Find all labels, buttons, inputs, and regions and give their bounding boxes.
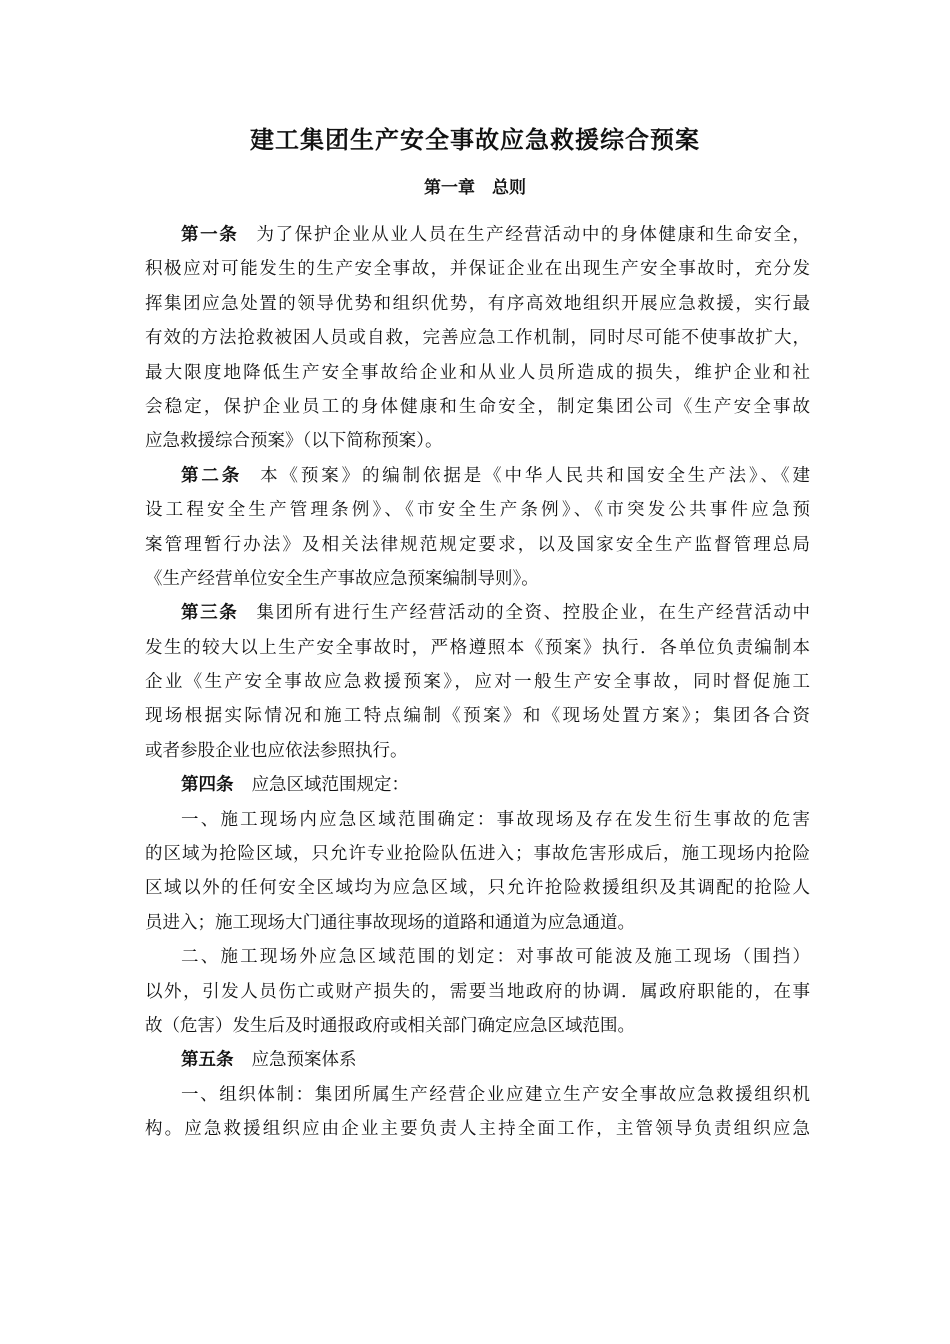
paragraph-line: 有效的方法抢救被困人员或自救，完善应急工作机制，同时尽可能不使事故扩大， (145, 328, 810, 349)
paragraph-line: 积极应对可能发生的生产安全事故，并保证企业在出现生产安全事故时，充分发 (145, 259, 810, 280)
paragraph-line: 案管理暂行办法》及相关法律规范规定要求，以及国家安全生产监督管理总局 (145, 534, 810, 555)
paragraph-line: 挥集团应急处置的领导优势和组织优势，有序高效地组织开展应急救援，实行最 (145, 293, 810, 314)
paragraph-line: 应急救援综合预案》（以下简称预案）。 (145, 431, 443, 452)
document-title: 建工集团生产安全事故应急救援综合预案 (250, 126, 700, 154)
line-text: 为了保护企业从业人员在生产经营活动中的身体健康和生命安全， (256, 225, 810, 245)
paragraph-line: 会稳定，保护企业员工的身体健康和生命安全，制定集团公司《生产安全事故 (145, 396, 810, 417)
paragraph-line: 员进入；施工现场大门通往事故现场的道路和通道为应急通道。 (145, 912, 635, 933)
paragraph-line: 发生的较大以上生产安全事故时，严格遵照本《预案》执行．各单位负责编制本 (145, 637, 810, 658)
paragraph-line: 一、施工现场内应急区域范围确定：事故现场及存在发生衍生事故的危害 (181, 809, 810, 830)
article-label: 第二条 (181, 465, 243, 486)
paragraph-line (145, 768, 810, 802)
paragraph-line: 区域以外的任何安全区域均为应急区域，只允许抢险救援组织及其调配的抢险人 (145, 878, 810, 899)
paragraph-line (145, 1043, 810, 1077)
paragraph-line: 二、施工现场外应急区域范围的划定：对事故可能波及施工现场（围挡） (181, 947, 810, 968)
paragraph-line: 现场根据实际情况和施工特点编制《预案》和《现场处置方案》；集团各合资 (145, 706, 810, 727)
chapter-heading: 第一章 总则 (424, 178, 526, 198)
line-text: 应急预案体系 (251, 1050, 357, 1071)
document-body (145, 218, 810, 1147)
article-label: 第四条 (181, 775, 234, 796)
line-text: 集团所有进行生产经营活动的全资、控股企业，在生产经营活动中 (256, 603, 810, 624)
paragraph-line: 设工程安全生产管理条例》、《市安全生产条例》、《市突发公共事件应急预 (145, 500, 810, 521)
article-label: 第五条 (181, 1050, 234, 1071)
paragraph-line: 构。应急救援组织应由企业主要负责人主持全面工作，主管领导负责组织应急 (145, 1119, 810, 1140)
line-text: 应急区域范围规定： (251, 775, 409, 796)
paragraph-line: 《生产经营单位安全生产事故应急预案编制导则》。 (145, 568, 539, 589)
article-label: 第三条 (181, 603, 239, 624)
paragraph-line (145, 218, 810, 252)
paragraph-line: 一、组织体制：集团所属生产经营企业应建立生产安全事故应急救援组织机 (181, 1084, 810, 1105)
paragraph-line: 企业《生产安全事故应急救援预案》，应对一般生产安全事故，同时督促施工 (145, 672, 810, 693)
article-label: 第一条 (181, 225, 239, 245)
paragraph-line: 最大限度地降低生产安全事故给企业和从业人员所造成的损失，维护企业和社 (145, 362, 810, 383)
paragraph-line (145, 596, 810, 630)
paragraph-line (145, 459, 810, 493)
line-text: 本《预案》的编制依据是《中华人民共和国安全生产法》、《建 (260, 465, 811, 486)
paragraph-line: 以外，引发人员伤亡或财产损失的，需要当地政府的协调．属政府职能的，在事 (145, 981, 810, 1002)
paragraph-line: 的区域为抢险区域，只允许专业抢险队伍进入；事故危害形成后，施工现场内抢险 (145, 844, 810, 865)
paragraph-line: 故（危害）发生后及时通报政府或相关部门确定应急区域范围。 (145, 1015, 635, 1036)
paragraph-line: 或者参股企业也应依法参照执行。 (145, 740, 408, 761)
